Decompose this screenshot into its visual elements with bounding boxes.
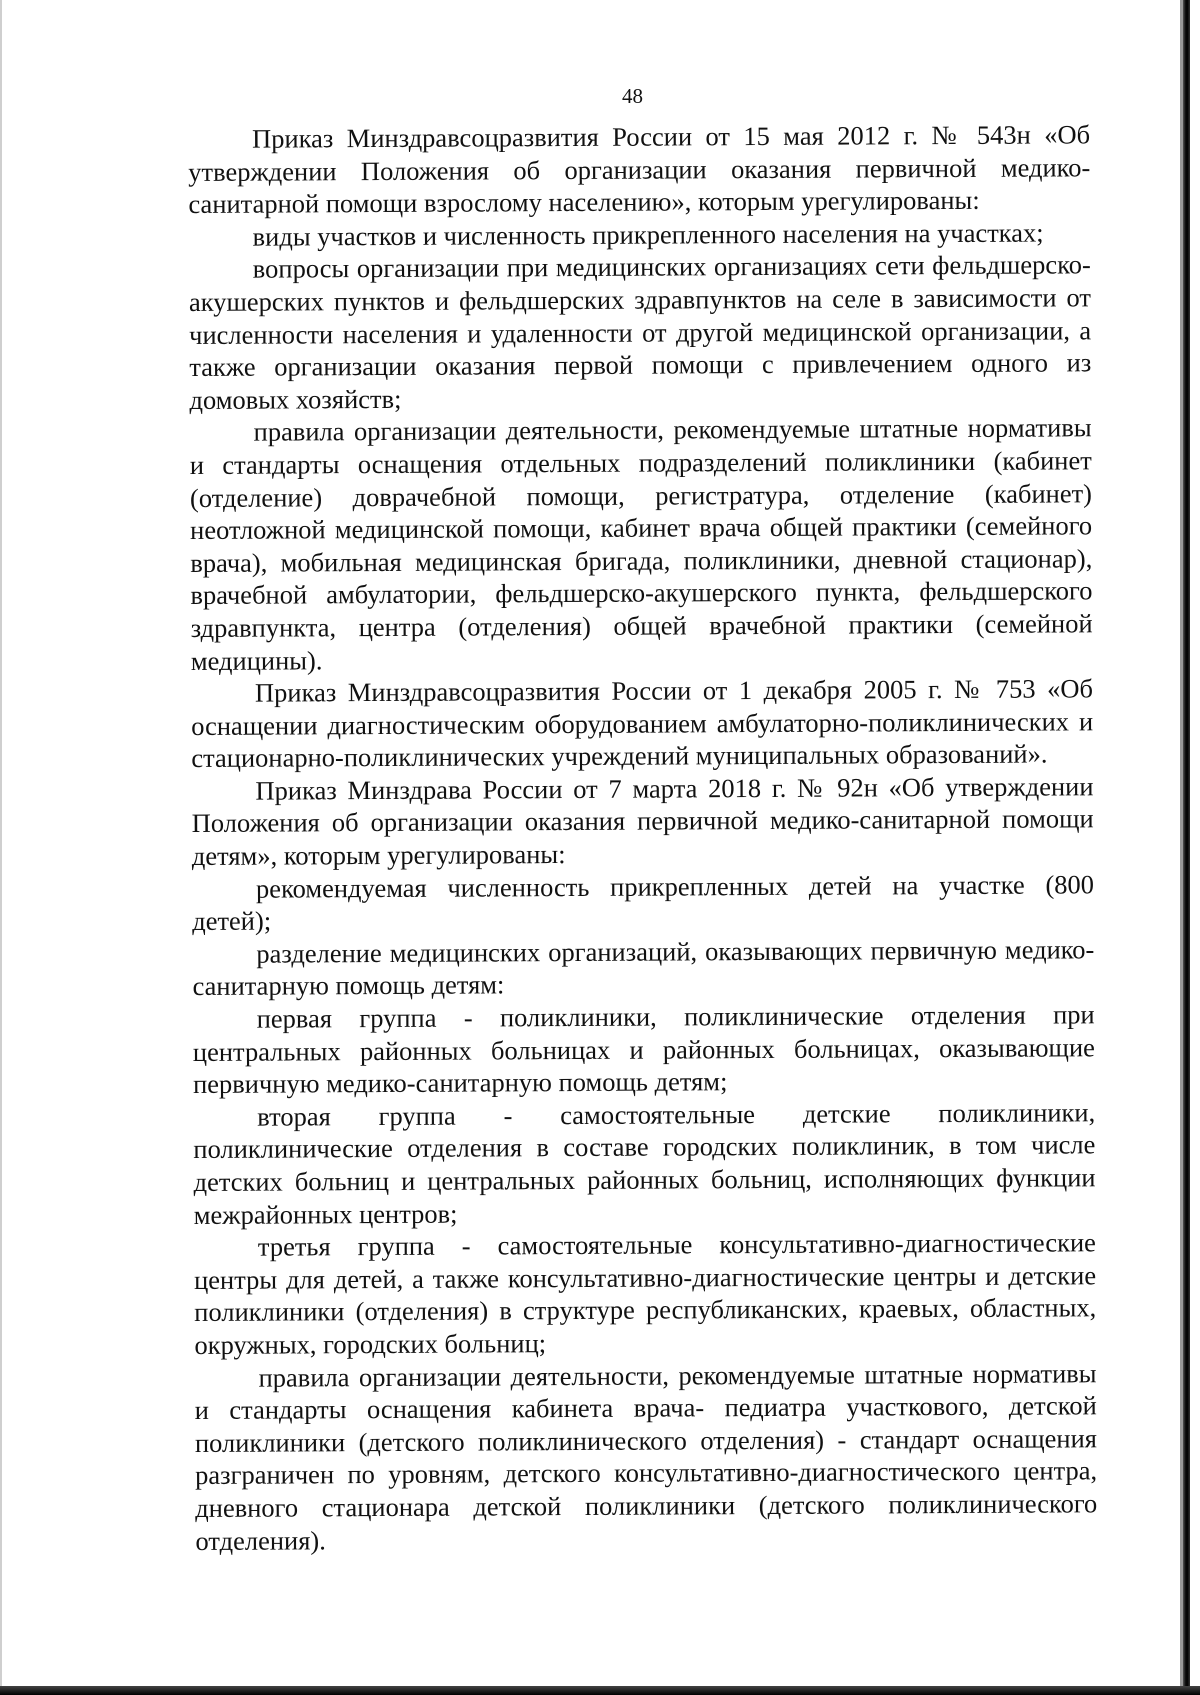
paragraph-group-first: первая группа - поликлиники, поликлинические отделения при центральных районных больницах и районных больницах, оказывающие первичную медико-санитарную помощь детям; bbox=[192, 999, 1095, 1100]
paragraph-group-second: вторая группа - самостоятельные детские поликлиники, поликлинические отделения в составе городских поликлиник, в том числе детских больниц и центральных районных больниц, исполняющих функции межрайонных центров; bbox=[193, 1097, 1096, 1230]
paragraph-polyclinic-rules: правила организации деятельности, рекомендуемые штатные нормативы и стандарты оснащения отдельных подразделений поликлиники (кабинет (отделение) доврачебной помощи, регистратура, отделение (кабинет) неотложной медицинской помощи, кабинет врача общей практики (семейного врача), мобильная медицинская бригада, поликлиники, дневной стационар), врачебной амбулатории, фельдшерско-акушерского пункта, фельдшерского здравпункта, центра (отделения) общей врачебной практики (семейной медицины). bbox=[189, 412, 1093, 676]
document-body bbox=[188, 118, 1097, 1557]
scan-border-bottom bbox=[0, 1686, 1200, 1695]
paragraph-pediatric-rules: правила организации деятельности, рекомендуемые штатные нормативы и стандарты оснащения кабинета врача- педиатра участкового, детской поликлиники (детского поликлинического отделения) - стандарт оснащения разграничен по уровням, детского консультативно-диагностического центра, дневного стационара детской поликлиники (детского поликлинического отделения). bbox=[194, 1357, 1098, 1556]
paragraph-org-division: разделение медицинских организаций, оказывающих первичную медико-санитарную помощь детям: bbox=[192, 934, 1095, 1002]
page-number: 48 bbox=[622, 84, 643, 108]
scan-border-left bbox=[0, 0, 2, 1695]
paragraph-order-92n: Приказ Минздрава России от 7 марта 2018 г. № 92н «Об утверждении Положения об организации оказания первичной медико-санитарной помощи детям», которым урегулированы: bbox=[191, 771, 1094, 872]
scan-border-right bbox=[1183, 0, 1190, 1695]
paragraph-feldsher-network: вопросы организации при медицинских организациях сети фельдшерско-акушерских пунктов и фельдшерских здравпунктов на селе в зависимости от численности населения и удаленности от другой медицинской организации, а также организации оказания первой помощи с привлечением одного из домовых хозяйств; bbox=[188, 249, 1092, 415]
paragraph-plots: виды участков и численность прикрепленного населения на участках; bbox=[252, 217, 1044, 252]
paragraph-group-third: третья группа - самостоятельные консультативно-диагностические центры для детей, а также консультативно-диагностические центры и детские поликлиники (отделения) в структуре республиканских, краевых, областных, окружных, городских больниц; bbox=[193, 1227, 1097, 1360]
paragraph-order-543n: Приказ Минздравсоцразвития России от 15 мая 2012 г. № 543н «Об утверждении Положения об организации оказания первичной медико-санитарной помощи взрослому населению», которым урегулированы: bbox=[188, 119, 1091, 220]
paragraph-children-per-plot: рекомендуемая численность прикрепленных детей на участке (800 детей); bbox=[192, 868, 1095, 937]
paragraph-order-753: Приказ Минздравсоцразвития России от 1 декабря 2005 г. № 753 «Об оснащении диагностическим оборудованием амбулаторно-поликлинических и стационарно-поликлинических учреждений муниципальных образований». bbox=[191, 673, 1094, 774]
